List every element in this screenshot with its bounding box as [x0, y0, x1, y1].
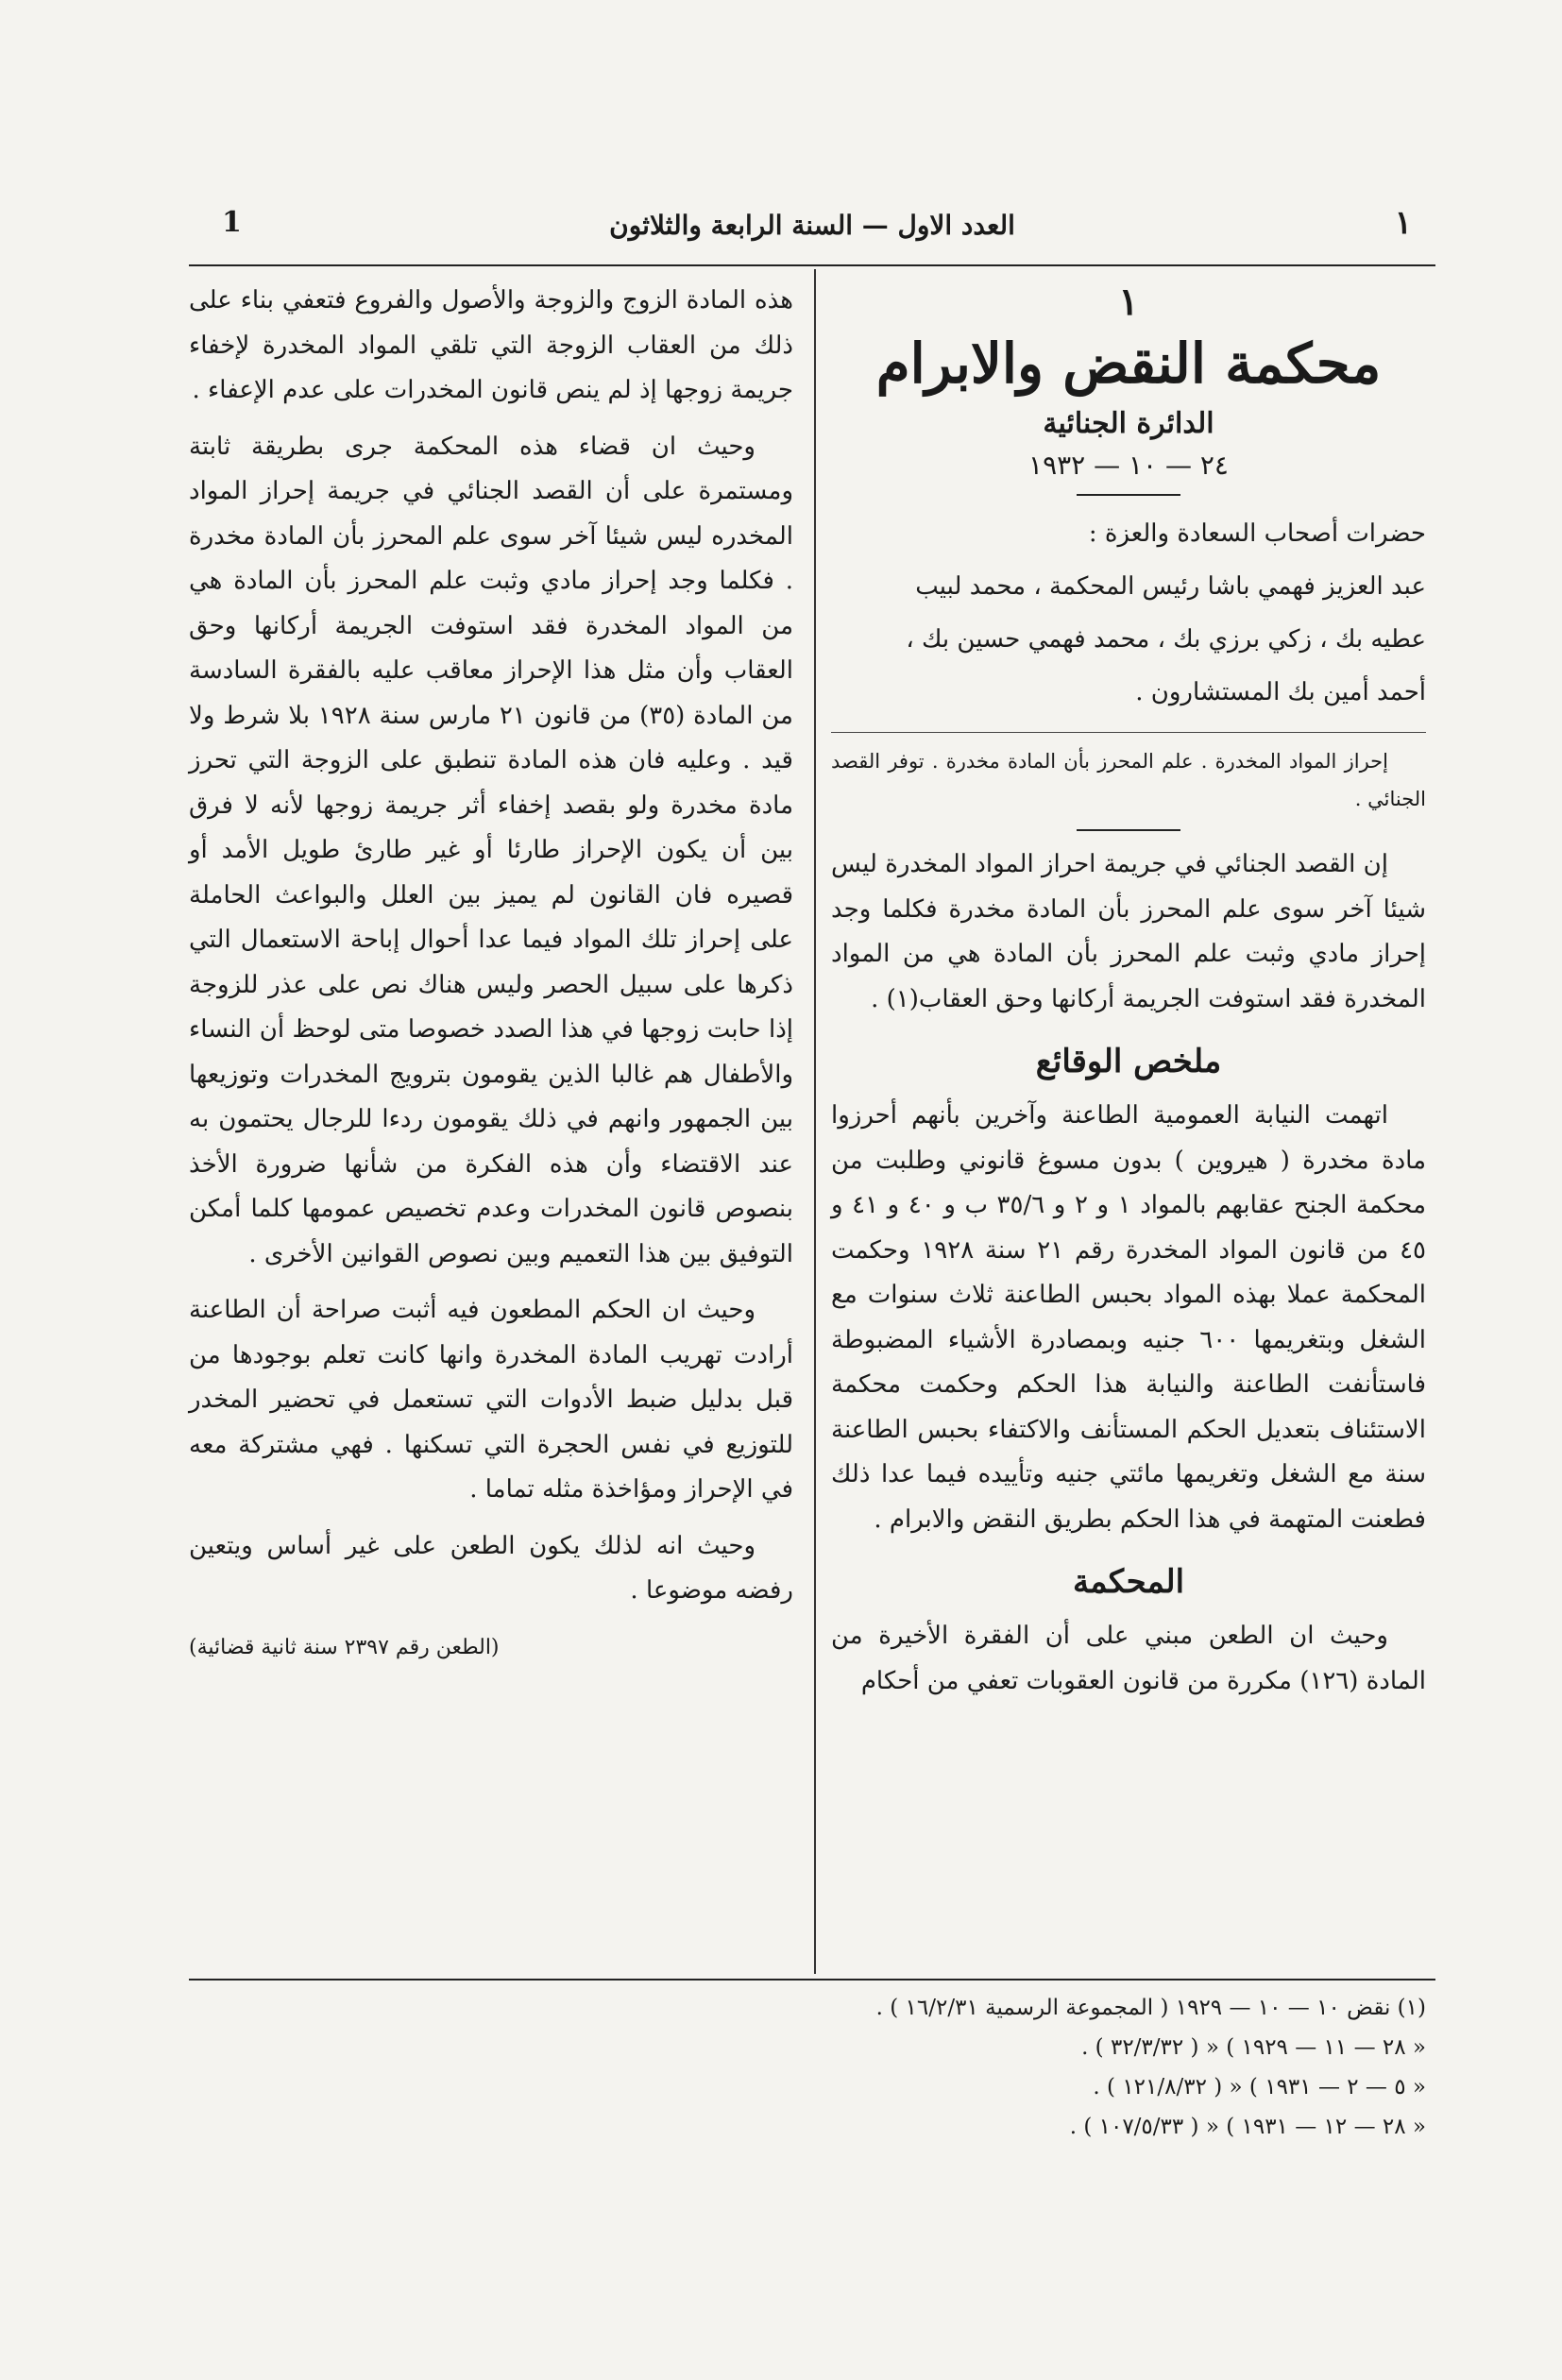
judges-line: حضرات أصحاب السعادة والعزة :: [1088, 519, 1426, 548]
ruling-paragraph: وحيث انه لذلك يكون الطعن على غير أساس ويتعين رفضه موضوعا .: [189, 1531, 793, 1605]
appeal-citation-line: [189, 1625, 793, 1671]
headnote: إحراز المواد المخدرة . علم المحرز بأن المادة مخدرة . توفر القصد الجنائي .: [831, 750, 1426, 810]
court-heading: المحكمة: [1072, 1563, 1185, 1601]
right-column: [831, 279, 1426, 1715]
page-header: [184, 198, 1440, 255]
judges-list: [831, 507, 1426, 719]
headnote-end-rule: [1077, 829, 1180, 831]
appeal-citation: (الطعن رقم ٢٣٩٧ سنة ثانية قضائية): [189, 1635, 500, 1659]
footnotes: [699, 1988, 1426, 2147]
footnotes-rule: [189, 1979, 1435, 1980]
judgment-date: ٢٤ — ١٠ — ١٩٣٢: [1028, 450, 1229, 481]
column-separator: [814, 269, 816, 1974]
judges-line: عطيه بك ، زكي برزي بك ، محمد فهمي حسين بك ،: [906, 625, 1426, 654]
page-number-right: ١: [1394, 204, 1412, 242]
issue-title: العدد الاول — السنة الرابعة والثلاثون: [609, 210, 1015, 241]
judges-line: عبد العزيز فهمي باشا رئيس المحكمة ، محمد لبيب: [915, 572, 1426, 601]
court-opening-paragraph: وحيث ان الطعن مبني على أن الفقرة الأخيرة من المادة (١٢٦) مكررة من قانون العقوبات تعفي من أحكام: [831, 1622, 1426, 1695]
footnote-line: « ٢٨ — ١١ — ١٩٢٩ ) « ( ٣٢/٣/٣٢ ) .: [1081, 2035, 1426, 2060]
findings-paragraph: وحيث ان الحكم المطعون فيه أثبت صراحة أن الطاعنة أرادت تهريب المادة المخدرة وانها كانت تعلم بوجودها من قبل بدليل ضبط الأدوات التي تستعمل في تحضير المخدر للتوزيع في نفس الحجرة التي تسكنها . فهي مشتركة معه في الإحراز ومؤاخذة مثله تماما .: [189, 1296, 793, 1504]
reasoning-paragraph: وحيث ان قضاء هذه المحكمة جرى بطريقة ثابتة ومستمرة على أن القصد الجنائي في جريمة إحراز المواد المخدره ليس شيئا آخر سوى علم المحرز بأن المادة مخدرة . فكلما وجد إحراز مادي وثبت علم المحرز بأن المادة هي من المواد المخدرة فقد استوفت الجريمة أركانها وحق العقاب وأن مثل هذا الإحراز معاقب عليه بالفقرة السادسة من المادة (٣٥) من قانون ٢١ مارس سنة ١٩٢٨ بلا شرط ولا قيد . وعليه فان هذه المادة تنطبق على الزوجة التي تحرز مادة مخدرة ولو بقصد إخفاء أثر جريمة زوجها لأنه لا فرق بين أن يكون الإحراز طارئا أو غير طارئ طويل الأمد أو قصيره فان القانون لم يميز بين العلل والبواعث الحاملة على إحراز تلك المواد فيما عدا أحوال إباحة الاستعمال التي ذكرها على سبيل الحصر وليس هناك نص على عذر للزوجة إذا حابت زوجها في هذا الصدد خصوصا متى لوحظ أن النساء والأطفال هم غالبا الذين يقومون بترويج المخدرات وتوزيعها بين الجمهور وانهم في ذلك يقومون ردءا للرجال يحتمون به عند الاقتضاء وأن هذه الفكرة من شأنها ضرورة الأخذ بنصوص قانون المخدرات وعدم تخصيص عمومها كلما أمكن التوفيق بين هذا التعميم وبين نصوص القوانين الأخرى .: [189, 432, 793, 1268]
facts-paragraph: اتهمت النيابة العمومية الطاعنة وآخرين بأنهم أحرزوا مادة مخدرة ( هيروين ) بدون مسوغ قانوني وطلبت من محكمة الجنح عقابهم بالمواد ١ و ٢ و ٣٥/٦ ب و ٤٠ و ٤١ و ٤٥ من قانون المواد المخدرة رقم ٢١ سنة ١٩٢٨ وحكمت المحكمة عملا بهذه المواد بحبس الطاعنة ثلاث سنوات مع الشغل وبتغريمها ٦٠٠ جنيه وبمصادرة الأشياء المضبوطة فاستأنفت الطاعنة والنيابة هذا الحكم وحكمت محكمة الاستئناف بتعديل الحكم المستأنف والاكتفاء بحبس الطاعنة سنة مع الشغل وتغريمها مائتي جنيه وتأييده فيما عدا ذلك فطعنت المتهمة في هذا الحكم بطريق النقض والابرام .: [831, 1101, 1427, 1534]
circuit-name: الدائرة الجنائية: [1043, 407, 1214, 440]
date-rule: [1077, 494, 1180, 496]
left-column: [189, 279, 793, 1670]
judges-line: أحمد أمين بك المستشارون .: [1135, 678, 1426, 706]
footnote-line: « ٥ — ٢ — ١٩٣١ ) « ( ١٢١/٨/٣٢ ) .: [1093, 2075, 1426, 2100]
headnote-rule: [831, 732, 1426, 733]
facts-heading: ملخص الوقائع: [1035, 1043, 1222, 1080]
footnote-line: (١) نقض ١٠ — ١٠ — ١٩٢٩ ( المجموعة الرسمية ١٦/٢/٣١ ) .: [875, 1996, 1426, 2020]
continued-paragraph: هذه المادة الزوج والزوجة والأصول والفروع فتعفي بناء على ذلك من العقاب الزوجة التي تلقي المواد المخدرة لإخفاء جريمة زوجها إذ لم ينص قانون المخدرات على عدم الإعفاء .: [189, 286, 793, 404]
page-number-left: 1: [222, 206, 242, 239]
footnote-line: « ٢٨ — ١٢ — ١٩٣١ ) « ( ١٠٧/٥/٣٣ ) .: [1069, 2115, 1426, 2139]
legal-principle: إن القصد الجنائي في جريمة احراز المواد المخدرة ليس شيئا آخر سوى علم المحرز بأن المادة مخدرة فكلما وجد إحراز مادي وثبت علم المحرز بأن المادة هي من المواد المخدرة فقد استوفت الجريمة أركانها وحق العقاب(١) .: [831, 850, 1426, 1013]
court-title: محكمة النقض والابرام: [875, 332, 1382, 396]
header-rule: [189, 264, 1435, 266]
case-number: ١: [1118, 280, 1139, 324]
